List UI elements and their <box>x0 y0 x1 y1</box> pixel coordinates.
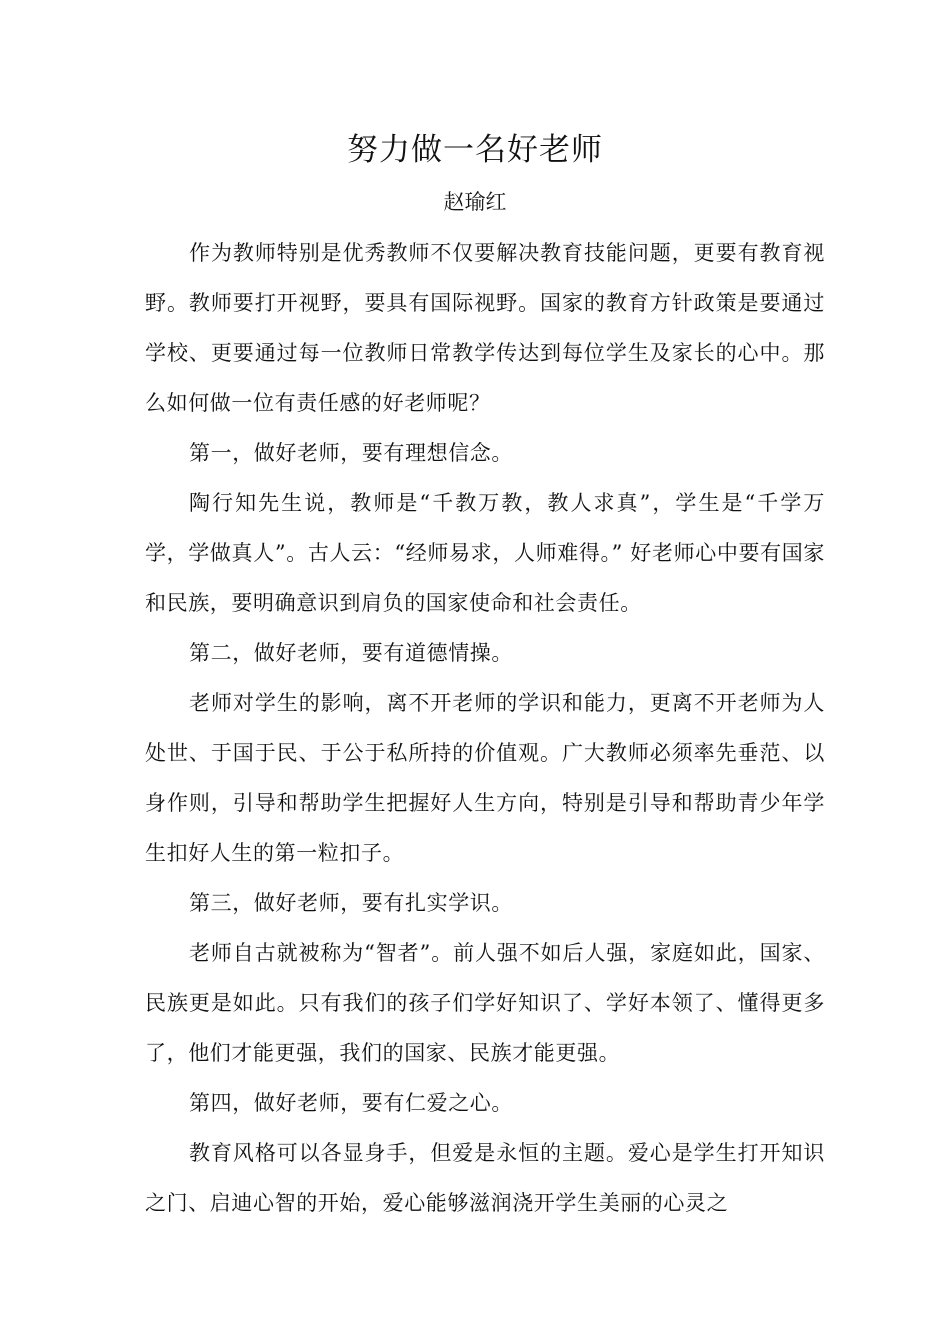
paragraph-point-2: 老师对学生的影响，离不开老师的学识和能力，更离不开老师为人处世、于国于民、于公于私所持的价值观。广大教师必须率先垂范、以身作则，引导和帮助学生把握好人生方向，特别是引导和帮助青少年学生扣好人生的第一粒扣子。 <box>145 691 825 865</box>
document-title: 努力做一名好老师 <box>347 132 603 168</box>
heading-point-2: 第二，做好老师，要有道德情操。 <box>189 641 513 665</box>
paragraph-point-4: 教育风格可以各显身手，但爱是永恒的主题。爱心是学生打开知识之门、启迪心智的开始，爱心能够滋润浇开学生美丽的心灵之 <box>145 1141 825 1215</box>
document-body <box>145 228 825 1228</box>
heading-point-3: 第三，做好老师，要有扎实学识。 <box>189 891 513 915</box>
paragraph-intro: 作为教师特别是优秀教师不仅要解决教育技能问题，更要有教育视野。教师要打开视野，要具有国际视野。国家的教育方针政策是要通过学校、更要通过每一位教师日常教学传达到每位学生及家长的心中。那么如何做一位有责任感的好老师呢？ <box>145 241 825 415</box>
heading-point-4: 第四，做好老师，要有仁爱之心。 <box>189 1091 513 1115</box>
heading-point-1: 第一，做好老师，要有理想信念。 <box>189 441 513 465</box>
document-author: 赵瑜红 <box>443 190 507 214</box>
paragraph-point-3: 老师自古就被称为“智者”。前人强不如后人强，家庭如此，国家、民族更是如此。只有我们的孩子们学好知识了、学好本领了、懂得更多了，他们才能更强，我们的国家、民族才能更强。 <box>145 941 825 1065</box>
paragraph-point-1: 陶行知先生说，教师是“千教万教，教人求真”，学生是“千学万学，学做真人”。古人云：“经师易求，人师难得。” 好老师心中要有国家和民族，要明确意识到肩负的国家使命和社会责任。 <box>145 491 825 615</box>
